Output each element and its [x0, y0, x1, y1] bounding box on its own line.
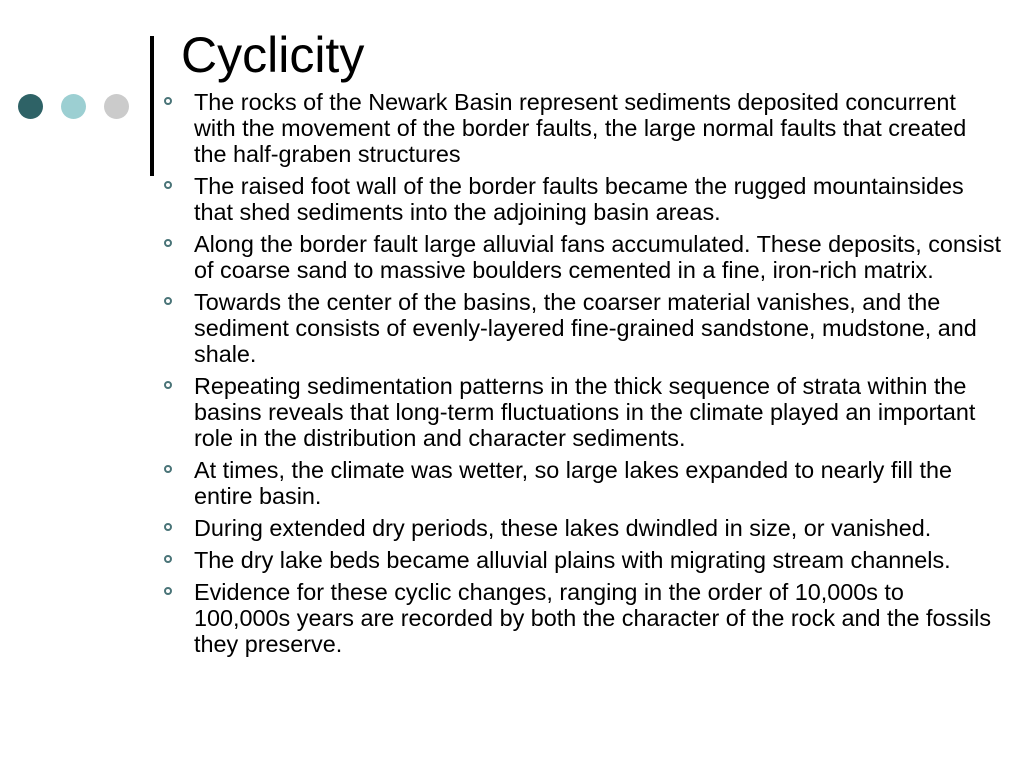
bullet-text: The raised foot wall of the border faults became the rugged mountainsides that shed sediments into the adjoining basin areas.	[194, 173, 964, 225]
bullet-item	[162, 579, 1002, 657]
bullet-item	[162, 231, 1002, 283]
light-gray-circle-icon	[104, 94, 129, 119]
bullet-list	[162, 89, 1002, 663]
bullet-text: Towards the center of the basins, the coarser material vanishes, and the sediment consists of evenly-layered fine-grained sandstone, mudstone, and shale.	[194, 289, 977, 367]
bullet-circle-icon	[164, 465, 172, 473]
bullet-text: During extended dry periods, these lakes dwindled in size, or vanished.	[194, 515, 932, 541]
bullet-text: At times, the climate was wetter, so large lakes expanded to nearly fill the entire basin.	[194, 457, 952, 509]
bullet-circle-icon	[164, 181, 172, 189]
bullet-circle-icon	[164, 97, 172, 105]
bullet-item	[162, 547, 1002, 573]
bullet-circle-icon	[164, 381, 172, 389]
bullet-text: The dry lake beds became alluvial plains with migrating stream channels.	[194, 547, 951, 573]
light-teal-circle-icon	[61, 94, 86, 119]
bullet-text: The rocks of the Newark Basin represent sediments deposited concurrent with the movement of the border faults, the large normal faults that created the half-graben structures	[194, 89, 967, 167]
bullet-text: Along the border fault large alluvial fans accumulated. These deposits, consist of coarse sand to massive boulders cemented in a fine, iron-rich matrix.	[194, 231, 1002, 283]
bullet-item	[162, 515, 1002, 541]
bullet-text: Evidence for these cyclic changes, ranging in the order of 10,000s to 100,000s years are recorded by both the character of the rock and the fossils they preserve.	[194, 579, 992, 657]
bullet-circle-icon	[164, 587, 172, 595]
bullet-circle-icon	[164, 297, 172, 305]
bullet-circle-icon	[164, 239, 172, 247]
bullet-item	[162, 289, 1002, 367]
bullet-circle-icon	[164, 523, 172, 531]
title-divider	[150, 36, 154, 176]
bullet-item	[162, 373, 1002, 451]
slide-title: Cyclicity	[181, 27, 365, 83]
bullet-text: Repeating sedimentation patterns in the thick sequence of strata within the basins reveals that long-term fluctuations in the climate played an important role in the distribution and character sediments.	[194, 373, 976, 451]
bullet-item	[162, 89, 1002, 167]
bullet-circle-icon	[164, 555, 172, 563]
bullet-item	[162, 173, 1002, 225]
dark-teal-circle-icon	[18, 94, 43, 119]
bullet-item	[162, 457, 1002, 509]
